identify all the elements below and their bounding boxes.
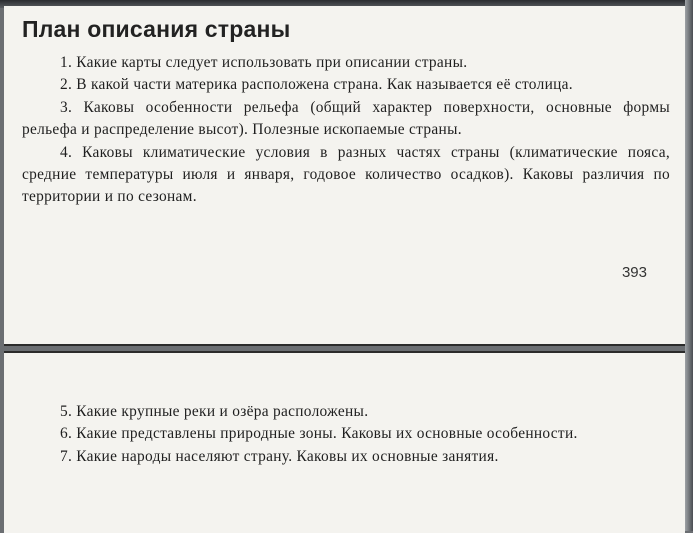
textbook-page-upper [4, 6, 685, 346]
plan-item: 7. Какие народы населяют страну. Каковы их основные занятия. [60, 447, 499, 465]
country-description-plan-list-continued [22, 401, 670, 468]
page-heading: План описания страны [22, 16, 291, 42]
plan-item: 3. Каковы особенности рельефа (общий характер поверхности, основные формы рельефа и распределение высот). Полезные ископаемые страны. [22, 98, 670, 139]
plan-item: 1. Какие карты следует использовать при описании страны. [60, 54, 468, 71]
plan-item: 6. Какие представлены природные зоны. Каковы их основные особенности. [60, 425, 578, 443]
page-number: 393 [621, 264, 647, 281]
photo-right-edge [685, 0, 693, 531]
country-description-plan-list [22, 52, 670, 209]
textbook-page-lower [4, 351, 685, 533]
plan-item: 5. Какие крупные реки и озёра расположены. [60, 403, 369, 420]
plan-item: 4. Каковы климатические условия в разных частях страны (климатические пояса, средние температуры июля и января, годовое количество осадков). Каковы различия по территории и по сезонам. [22, 143, 670, 206]
plan-item: 2. В какой части материка расположена страна. Как называется её столица. [60, 76, 573, 94]
